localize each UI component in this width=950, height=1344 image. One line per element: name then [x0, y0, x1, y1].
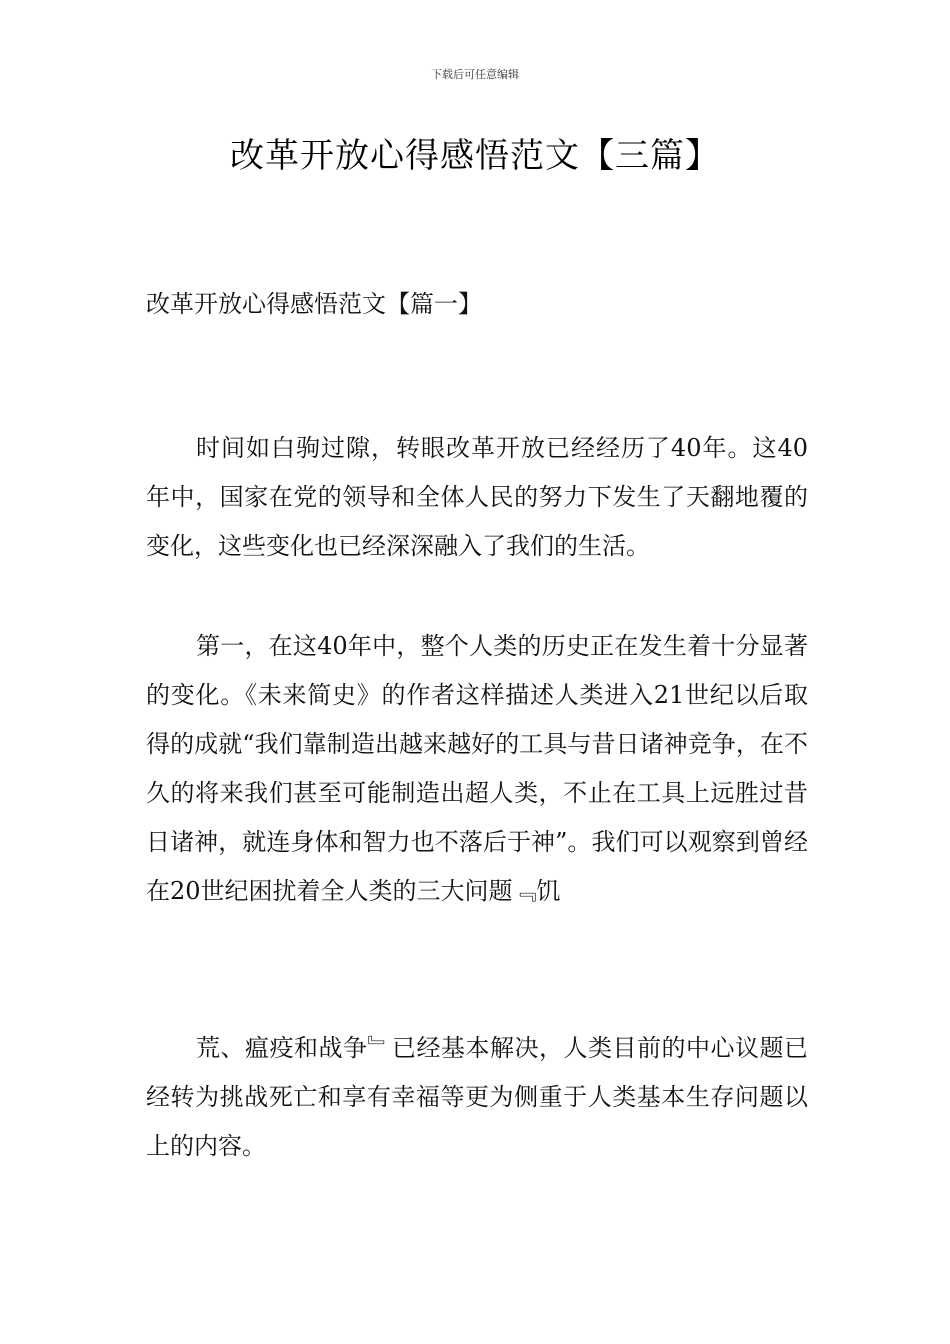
header-note: 下载后可任意编辑 — [431, 68, 519, 81]
paragraph-3: 荒、瘟疫和战争﹄已经基本解决，人类目前的中心议题已经转为挑战死亡和享有幸福等更为侧重于人类基本生存问题以上的内容。 — [146, 1034, 808, 1160]
paragraph-2: 第一，在这40年中，整个人类的历史正在发生着十分显著的变化。《未来简史》的作者这样描述人类进入21世纪以后取得的成就“我们靠制造出越来越好的工具与昔日诸神竞争，在不久的将来我们甚至可能制造出超人类，不止在工具上远胜过昔日诸神，就连身体和智力也不落后于神”。我们可以观察到曾经在20世纪困扰着全人类的三大问题﹃饥 — [146, 632, 808, 905]
section-title: 改革开放心得感悟范文【篇一】 — [146, 290, 482, 318]
paragraph-1: 时间如白驹过隙，转眼改革开放已经经历了40年。这40年中，国家在党的领导和全体人民的努力下发生了天翻地覆的变化，这些变化也已经深深融入了我们的生活。 — [146, 434, 808, 560]
document-title: 改革开放心得感悟范文【三篇】 — [230, 136, 720, 176]
